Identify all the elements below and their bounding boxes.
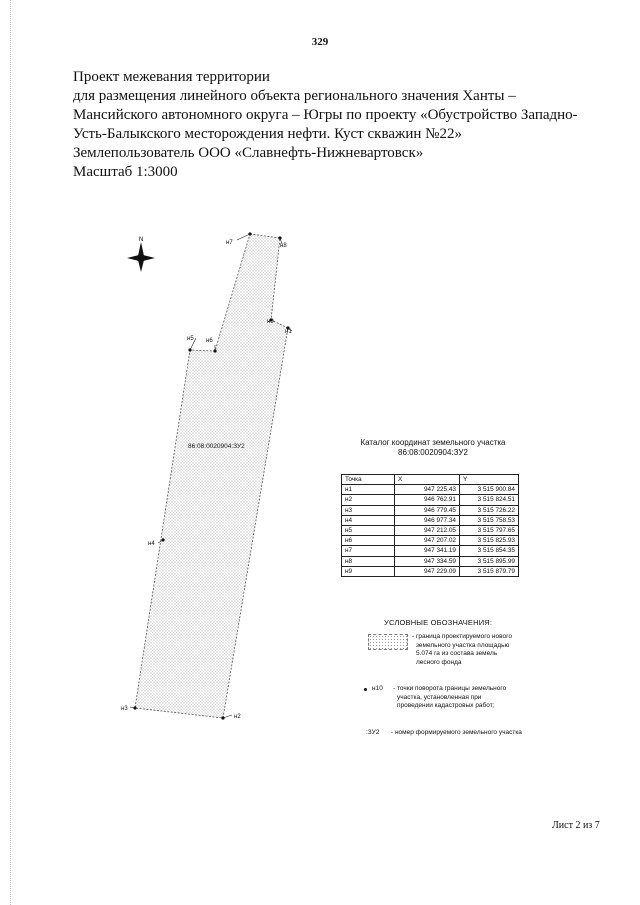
cell-x: 947 229.09 (395, 566, 460, 576)
cell-point: н2 (342, 495, 395, 505)
coordinate-catalog-table (341, 474, 519, 577)
cell-x: 947 225.43 (395, 485, 460, 495)
north-label: N (139, 237, 144, 243)
table-row (342, 566, 519, 576)
legend-boundary-text (412, 633, 512, 667)
label-n1: н1 (285, 329, 292, 335)
catalog-title-line: Каталог координат земельного участка (360, 438, 506, 447)
cell-y: 3 515 825.93 (460, 536, 519, 546)
legend-title: УСЛОВНЫЕ ОБОЗНАЧЕНИЯ: (384, 618, 493, 627)
north-arrow-icon (127, 237, 155, 272)
boundary-swatch-icon (368, 634, 408, 650)
title-line: Проект межевания территории (73, 69, 270, 85)
cell-x: 947 334.59 (395, 556, 460, 566)
cell-y: 3 515 854.35 (460, 546, 519, 556)
cell-point: н8 (342, 556, 395, 566)
cell-point: н5 (342, 525, 395, 535)
legend-zu-text: - номер формируемого земельного участка (391, 729, 522, 736)
legend-line: участка, установленная при (397, 693, 482, 701)
cell-point: н7 (342, 546, 395, 556)
title-line: Мансийского автономного округа – Югры по проекту «Обустройство Западно- (73, 107, 578, 123)
cell-y: 3 515 824.51 (460, 495, 519, 505)
cell-x: 946 977.34 (395, 515, 460, 525)
turning-point-icon (364, 688, 367, 691)
legend-line: проведении кадастровых работ; (397, 702, 495, 709)
cell-y: 3 515 797.65 (460, 525, 519, 535)
header-x: X (395, 475, 460, 485)
legend-point-text (393, 685, 506, 711)
table-row (342, 546, 519, 556)
label-n7: н7 (226, 240, 233, 246)
title-line: Усть-Балыкского месторождения нефти. Куст скважин №22» (73, 126, 462, 142)
table-row (342, 525, 519, 535)
cell-point: н1 (342, 485, 395, 495)
cell-point: н4 (342, 515, 395, 525)
label-n9: н9 (267, 319, 274, 325)
catalog-title-code: 86:08:0020904:ЗУ2 (398, 448, 468, 457)
title-line: для размещения линейного объекта регионального значения Ханты – (73, 88, 516, 104)
cell-x: 947 207.02 (395, 536, 460, 546)
cell-y: 3 515 900.84 (460, 485, 519, 495)
cell-x: 946 779.45 (395, 505, 460, 515)
table-row (342, 556, 519, 566)
cell-point: н9 (342, 566, 395, 576)
cell-x: 947 341.19 (395, 546, 460, 556)
label-n5: н5 (187, 336, 194, 342)
cell-point: н3 (342, 505, 395, 515)
catalog-title (340, 438, 526, 458)
label-n8: н8 (280, 243, 287, 249)
header-y: Y (460, 475, 519, 485)
page-number: 329 (311, 36, 329, 48)
legend-line: земельного участка площадью (416, 641, 510, 649)
label-n6: н6 (206, 338, 213, 344)
title-line: Землепользователь ООО «Славнефть-Нижневартовск» (73, 145, 424, 161)
table-row (342, 536, 519, 546)
legend-line: 5.074 га из состава земель (416, 650, 498, 657)
cell-y: 3 515 726.22 (460, 505, 519, 515)
sheet-number: Лист 2 из 7 (552, 820, 600, 831)
label-n4: н4 (148, 541, 155, 547)
cell-x: 947 212.05 (395, 525, 460, 535)
legend-line: лесного фонда (416, 658, 462, 666)
title-line: Масштаб 1:3000 (73, 164, 178, 180)
legend-line: - точки поворота границы земельного (393, 685, 507, 692)
table-row (342, 495, 519, 505)
cell-y: 3 515 895.99 (460, 556, 519, 566)
label-n2: н2 (234, 714, 241, 720)
table-row (342, 485, 519, 495)
cell-y: 3 515 879.79 (460, 566, 519, 576)
header-point: Точка (342, 475, 395, 485)
legend-line: - граница проектируемого нового (412, 633, 512, 640)
table-header-row (342, 475, 519, 485)
cell-y: 3 515 758.53 (460, 515, 519, 525)
cell-x: 946 762.91 (395, 495, 460, 505)
legend-point-code: н10 (372, 685, 383, 692)
cell-point: н6 (342, 536, 395, 546)
parcel-label: 86:08:0020904:ЗУ2 (188, 443, 245, 450)
legend-zu-code: :ЗУ2 (366, 729, 380, 736)
table-row (342, 515, 519, 525)
table-row (342, 505, 519, 515)
parcel-boundary (135, 234, 288, 718)
label-n3: н3 (121, 706, 128, 712)
